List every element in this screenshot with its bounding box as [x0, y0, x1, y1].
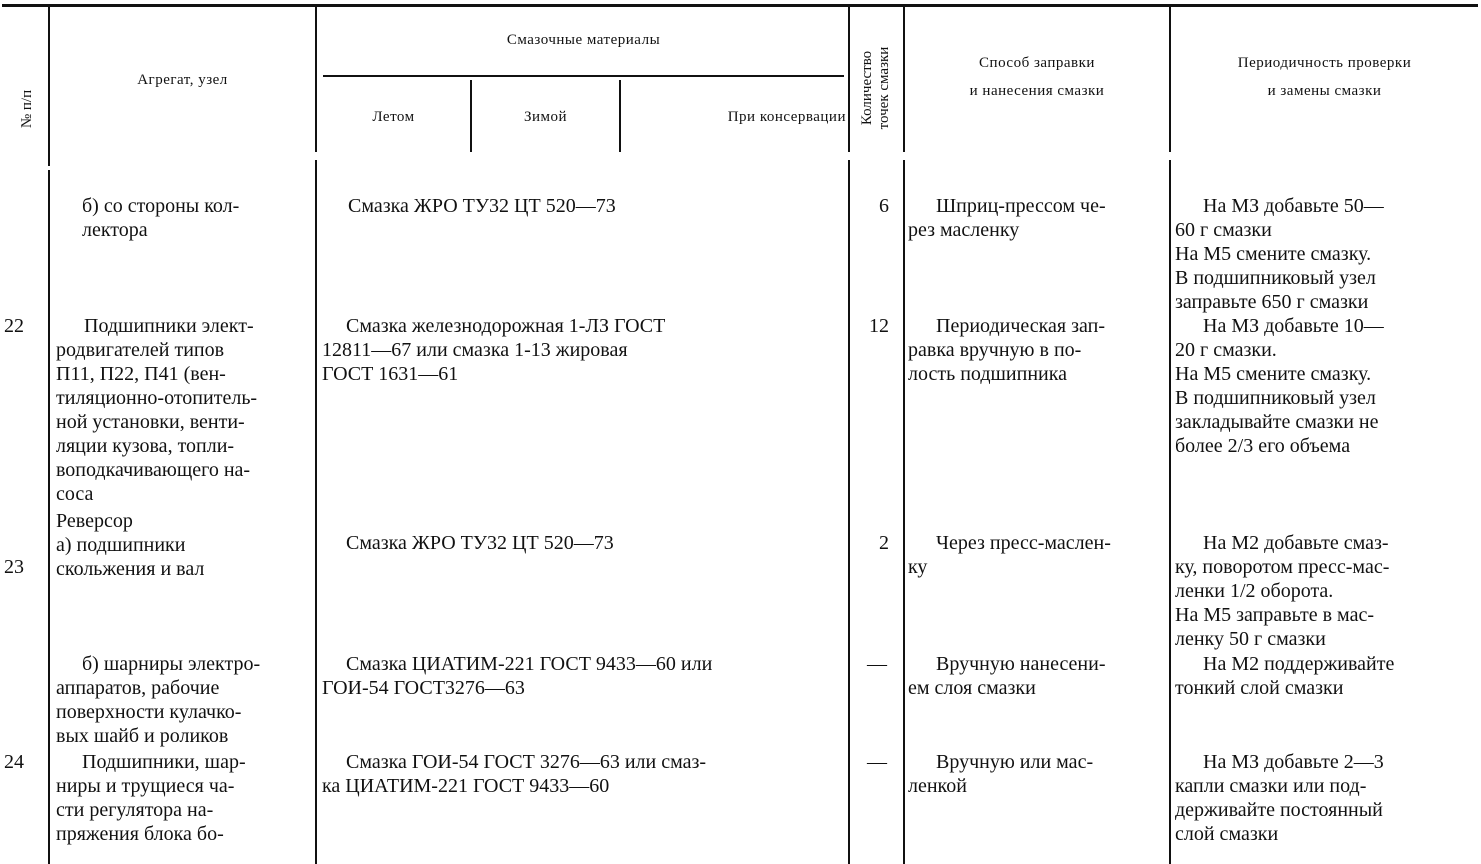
table-row-period: На М2 добавьте смаз- ку, поворотом пресс-мас- ленки 1/2 оборота. На М5 заправьте в мас- ленку 50 г смазки — [1175, 532, 1390, 650]
table-row-period: На МЗ добавьте 2—3 капли смазки или под- держивайте постоянный слой смазки — [1175, 751, 1384, 845]
column-divider-1-body — [48, 170, 50, 864]
header-lubricants: Смазочные материалы — [506, 32, 661, 48]
table-row-lubricant: Смазка ГОИ-54 ГОСТ 3276—63 или смаз- ка ЦИАТИМ-221 ГОСТ 9433—60 — [322, 751, 707, 797]
header-method: Способ заправки и нанесения смазки — [969, 55, 1105, 99]
table-row-unit: Подшипники, шар- ниры и трущиеся ча- сти регулятора на- пряжения блока бо- — [56, 751, 246, 845]
column-divider-2-body — [315, 160, 317, 864]
table-row-points: 12 — [869, 315, 889, 337]
table-row-lubricant: Смазка железнодорожная 1-ЛЗ ГОСТ 12811—67 или смазка 1-13 жировая ГОСТ 1631—61 — [322, 315, 666, 385]
table-row-unit: б) шарниры электро- аппаратов, рабочие поверхности кулачко- вых шайб и роликов — [56, 653, 261, 747]
header-points: Количество точек смазки — [859, 46, 892, 130]
table-row-period: На МЗ добавьте 10— 20 г смазки. На М5 смените смазку. В подшипниковый узел закладывайте смазки не более 2/3 его объема — [1175, 315, 1384, 457]
table-row-points: — — [867, 751, 887, 773]
column-divider-3-body — [848, 160, 850, 864]
header-row-number: № п/п — [19, 89, 35, 129]
table-row-unit: Реверсор а) подшипники скольжения и вал — [56, 510, 205, 580]
table-row-points: — — [867, 653, 887, 675]
table-row-lubricant: Смазка ЖРО ТУ32 ЦТ 520—73 — [348, 195, 616, 217]
column-divider-5-body — [1169, 160, 1171, 864]
table-row-method: Периодическая зап- равка вручную в по- лость подшипника — [908, 315, 1106, 385]
table-row-period: На М2 поддерживайте тонкий слой смазки — [1175, 653, 1395, 699]
table-row-number: 23 — [4, 556, 24, 578]
table-top-rule — [2, 4, 1478, 7]
table-row-points: 2 — [879, 532, 889, 554]
table-row-lubricant: Смазка ЖРО ТУ32 ЦТ 520—73 — [346, 532, 614, 554]
table-row-method: Вручную или мас- ленкой — [908, 751, 1094, 797]
table-row-unit: б) со стороны кол- лектора — [82, 195, 240, 241]
header-summer: Летом — [372, 109, 415, 125]
table-row-lubricant: Смазка ЦИАТИМ-221 ГОСТ 9433—60 или ГОИ-54 ГОСТ3276—63 — [322, 653, 713, 699]
header-winter: Зимой — [523, 109, 568, 125]
column-divider-3 — [848, 6, 850, 152]
table-row-method: Вручную нанесени- ем слоя смазки — [908, 653, 1106, 699]
table-row-number: 24 — [4, 751, 24, 773]
table-row-method: Через пресс-маслен- ку — [908, 532, 1111, 578]
table-row-period: На МЗ добавьте 50— 60 г смазки На М5 смените смазку. В подшипниковый узел заправьте 650 г смазки — [1175, 195, 1384, 313]
lubricants-subheader-rule — [323, 75, 844, 77]
header-conservation: При консервации — [727, 109, 846, 125]
column-divider-4-body — [903, 160, 905, 864]
table-row-number: 22 — [4, 315, 24, 337]
table-row-points: 6 — [879, 195, 889, 217]
header-unit: Агрегат, узел — [137, 72, 228, 88]
header-period: Периодичность проверки и замены смазки — [1237, 55, 1412, 99]
table-row-method: Шприц-прессом че- рез масленку — [908, 195, 1106, 241]
table-row-unit: Подшипники элект- родвигателей типов П11, П22, П41 (вен- тиляционно-отопитель- ной установки, венти- ляции кузова, топли- воподкачивающего на- соса — [56, 315, 258, 505]
